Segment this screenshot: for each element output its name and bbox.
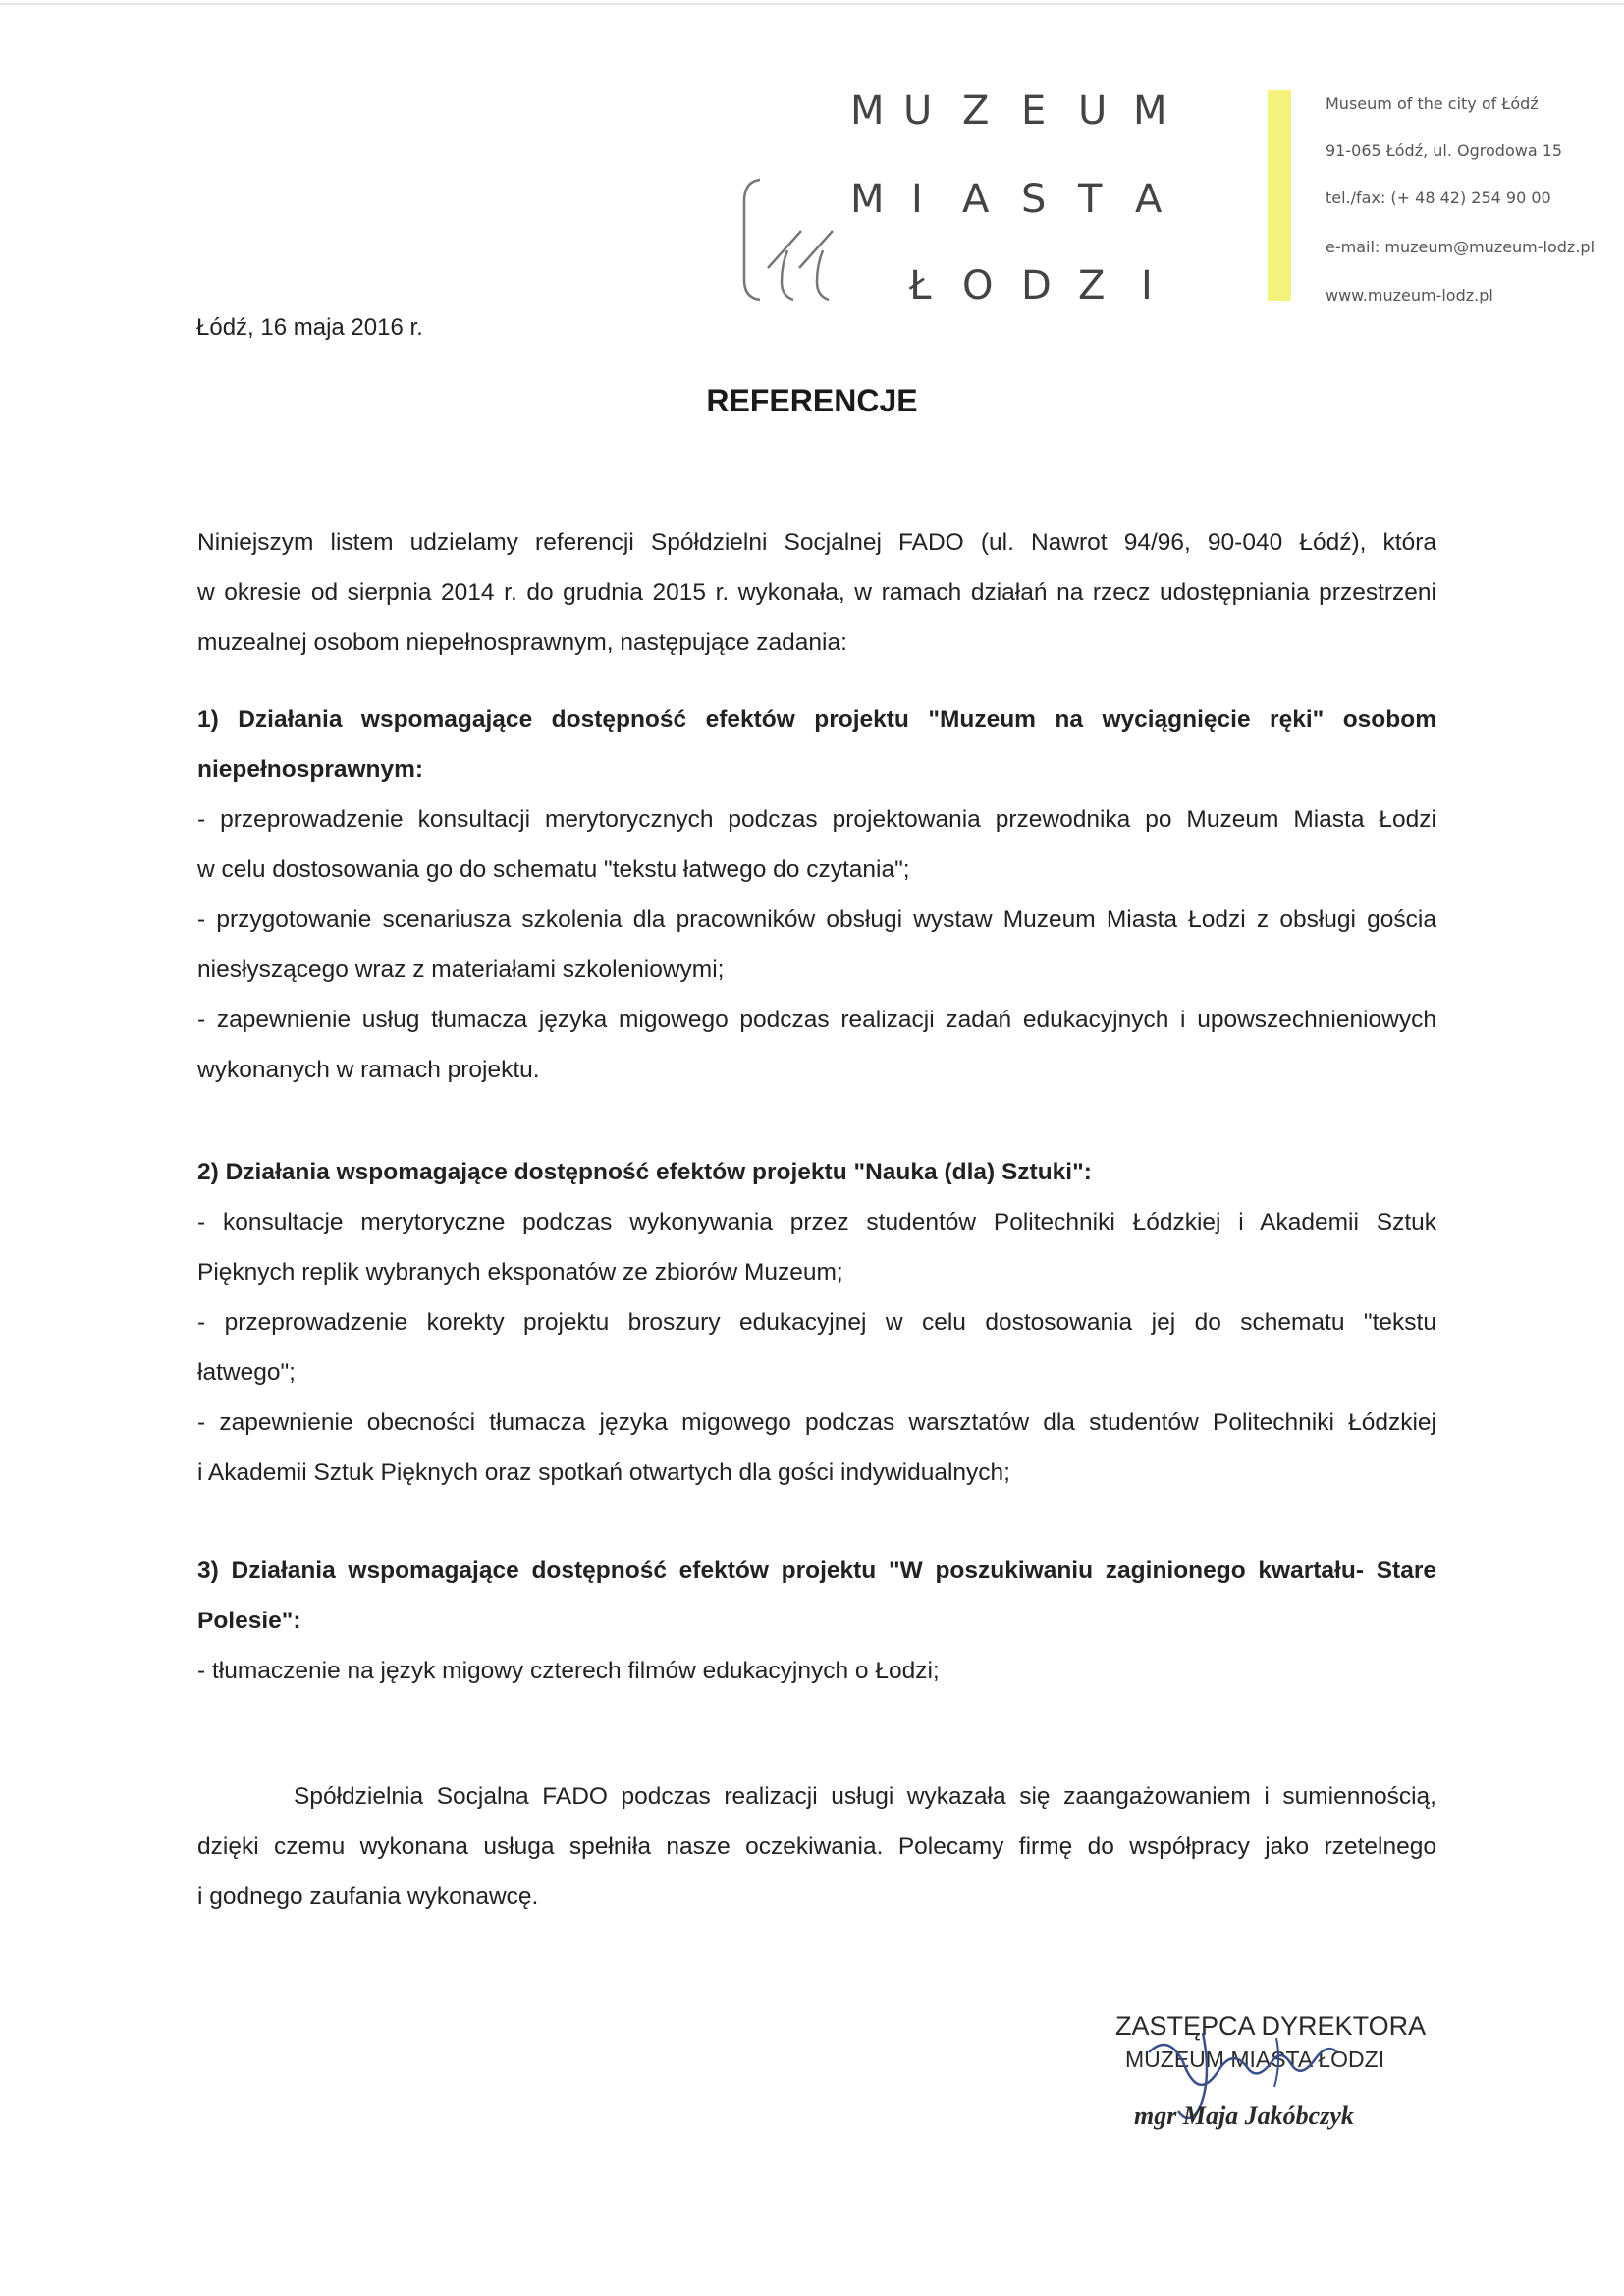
text-line: łatwego"; xyxy=(197,1359,296,1386)
stamp-title: ZASTĘPCA DYREKTORA xyxy=(1115,2011,1427,2041)
text-line: - zapewnienie obecności tłumacza języka migowego podczas warsztatów dla studentów Politechniki Łódzkiej xyxy=(197,1409,1436,1436)
text-line: Spółdzielnia Socjalna FADO podczas realizacji usługi wykazała się zaangażowaniem i sumiennością, xyxy=(294,1783,1436,1810)
section-2-items xyxy=(197,1197,1436,1498)
logo-letter: I xyxy=(911,177,923,222)
signatory-name: mgr Maja Jakóbczyk xyxy=(1134,2102,1354,2130)
logo-letter: D xyxy=(1021,263,1052,308)
accent-bar xyxy=(1268,90,1291,301)
section-3-items xyxy=(197,1646,1436,1696)
contact-line: e-mail: muzeum@muzeum-lodz.pl xyxy=(1326,238,1596,256)
closing-paragraph xyxy=(197,1772,1436,1922)
contact-line: 91-065 Łódź, ul. Ogrodowa 15 xyxy=(1326,141,1563,160)
section-1-items xyxy=(197,794,1436,1095)
contact-line: tel./fax: (+ 48 42) 254 90 00 xyxy=(1326,189,1551,207)
logo-letter: S xyxy=(1021,177,1047,222)
text-line: - przeprowadzenie korekty projektu broszury edukacyjnej w celu dostosowania jej do schematu "tekstu xyxy=(197,1309,1436,1336)
text-line: w okresie od sierpnia 2014 r. do grudnia 2015 r. wykonała, w ramach działań na rzecz udostępniania przestrzeni xyxy=(197,579,1436,606)
text-line: - przygotowanie scenariusza szkolenia dla pracowników obsługi wystaw Muzeum Miasta Łodzi z obsługi gościa xyxy=(197,906,1436,933)
text-line: - konsultacje merytoryczne podczas wykonywania przez studentów Politechniki Łódzkiej i Akademii Sztuk xyxy=(197,1209,1436,1235)
text-line: 2) Działania wspomagające dostępność efektów projektu "Nauka (dla) Sztuki": xyxy=(197,1159,1092,1185)
text-line: muzealnej osobom niepełnosprawnym, następujące zadania: xyxy=(197,629,847,656)
text-line: niesłyszącego wraz z materiałami szkoleniowymi; xyxy=(197,957,725,983)
logo-letter: E xyxy=(1021,88,1047,134)
logo-bracket-icon xyxy=(738,172,876,309)
logo-letter: O xyxy=(962,263,994,308)
text-line: i godnego zaufania wykonawcę. xyxy=(197,1884,539,1910)
text-line: niepełnosprawnym: xyxy=(197,756,424,783)
logo-letter: M xyxy=(850,88,885,134)
text-line: i Akademii Sztuk Pięknych oraz spotkań otwartych dla gości indywidualnych; xyxy=(197,1459,1010,1486)
intro-paragraph xyxy=(197,518,1436,668)
section-3-heading xyxy=(197,1546,1436,1646)
section-1-heading xyxy=(197,694,1436,794)
logo-letter: M xyxy=(850,177,885,222)
logo-letter: I xyxy=(1141,263,1153,308)
text-line: Niniejszym listem udzielamy referencji Spółdzielni Socjalnej FADO (ul. Nawrot 94/96, 90-040 Łódź), która xyxy=(197,529,1436,556)
logo-letter: Ł xyxy=(909,263,932,308)
letter-date: Łódź, 16 maja 2016 r. xyxy=(196,314,423,341)
text-line: 1) Działania wspomagające dostępność efektów projektu "Muzeum na wyciągnięcie ręki" osobom xyxy=(197,706,1436,733)
logo-letter: T xyxy=(1078,177,1103,222)
logo-letter: U xyxy=(903,88,933,134)
text-line: Pięknych replik wybranych eksponatów ze zbiorów Muzeum; xyxy=(197,1259,843,1285)
scan-edge-line xyxy=(0,3,1624,5)
text-line: - tłumaczenie na język migowy czterech filmów edukacyjnych o Łodzi; xyxy=(197,1658,940,1684)
document-title: REFERENCJE xyxy=(706,383,918,418)
logo-letter: A xyxy=(962,177,990,222)
contact-line: Museum of the city of Łódź xyxy=(1326,94,1539,113)
text-line: dzięki czemu wykonana usługa spełniła nasze oczekiwania. Polecamy firmę do współpracy jako rzetelnego xyxy=(197,1833,1436,1860)
text-line: w celu dostosowania go do schematu "tekstu łatwego do czytania"; xyxy=(197,856,910,883)
logo-letter: M xyxy=(1133,88,1167,134)
text-line: - przeprowadzenie konsultacji merytorycznych podczas projektowania przewodnika po Muzeum Miasta Łodzi xyxy=(197,806,1436,833)
text-line: 3) Działania wspomagające dostępność efektów projektu "W poszukiwaniu zaginionego kwartału- Stare xyxy=(197,1558,1436,1584)
text-line: - zapewnienie usług tłumacza języka migowego podczas realizacji zadań edukacyjnych i upowszechnieniowych xyxy=(197,1007,1436,1033)
text-line: Polesie": xyxy=(197,1608,301,1634)
logo-letter: Z xyxy=(1078,263,1106,308)
section-2-heading xyxy=(197,1147,1436,1197)
stamp-institution: MUZEUM MIASTA ŁODZI xyxy=(1125,2047,1385,2072)
logo-letter: Z xyxy=(962,88,990,134)
logo-letter: A xyxy=(1135,177,1163,222)
text-line: wykonanych w ramach projektu. xyxy=(197,1057,540,1083)
contact-line: www.muzeum-lodz.pl xyxy=(1326,286,1493,304)
logo-letter: U xyxy=(1078,88,1108,134)
